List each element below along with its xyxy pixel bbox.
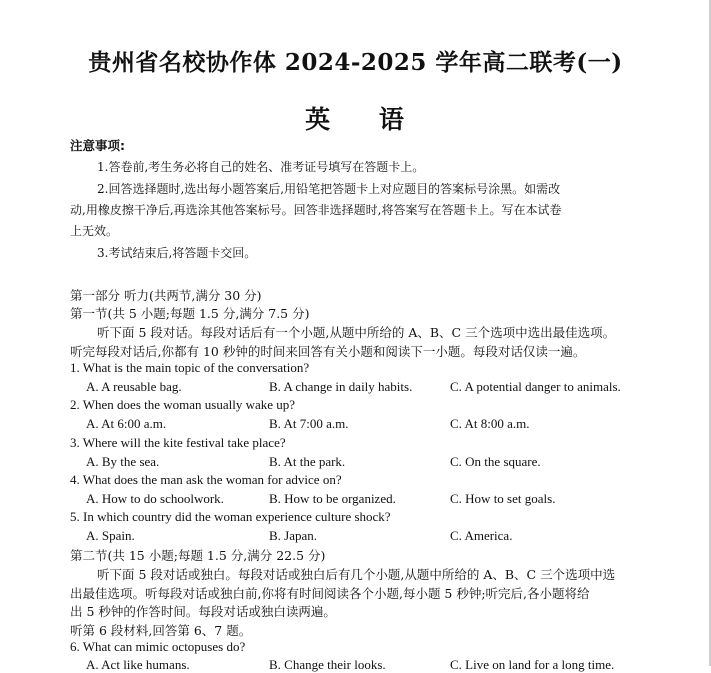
part1-heading: 第一部分 听力(共两节,满分 30 分)	[70, 288, 262, 303]
option-b: B. At the park.	[269, 454, 346, 469]
notice-item: 上无效。	[70, 224, 119, 238]
subject-title: 英 语	[305, 105, 424, 134]
option-c: C. On the square.	[450, 454, 541, 469]
question-6: 6. What can mimic octopuses do?	[70, 639, 246, 654]
option-b: B. Change their looks.	[269, 657, 386, 672]
notice-item: 3.考试结束后,将答题卡交回。	[97, 246, 257, 260]
notice-heading: 注意事项:	[70, 138, 125, 153]
option-b: B. At 7:00 a.m.	[269, 416, 349, 431]
material-note: 听第 6 段材料,回答第 6、7 题。	[70, 623, 252, 638]
option-c: C. America.	[450, 528, 513, 543]
section1-instruction: 听下面 5 段对话。每段对话后有一个小题,从题中所给的 A、B、C 三个选项中选出最佳选项。	[97, 325, 616, 340]
question-2: 2. When does the woman usually wake up?	[70, 397, 296, 412]
option-a: A. A reusable bag.	[86, 379, 182, 394]
exam-title: 贵州省名校协作体 2024-2025 学年高二联考(一)	[88, 49, 623, 76]
section2-heading: 第二节(共 15 小题;每题 1.5 分,满分 22.5 分)	[70, 548, 326, 563]
section2-instruction: 出 5 秒钟的作答时间。每段对话或独白读两遍。	[70, 604, 336, 619]
section1-instruction: 听完每段对话后,你都有 10 秒钟的时间来回答有关小题和阅读下一小题。每段对话仅读一遍。	[70, 344, 586, 359]
option-a: A. Act like humans.	[86, 657, 190, 672]
option-b: B. Japan.	[269, 528, 318, 543]
section1-heading: 第一节(共 5 小题;每题 1.5 分,满分 7.5 分)	[70, 306, 310, 321]
notice-item: 动,用橡皮擦干净后,再选涂其他答案标号。回答非选择题时,将答案写在答题卡上。写在本试卷	[70, 203, 562, 217]
option-c: C. A potential danger to animals.	[450, 379, 621, 394]
option-c: C. How to set goals.	[450, 491, 556, 506]
question-4: 4. What does the man ask the woman for advice on?	[70, 472, 342, 487]
section2-instruction: 听下面 5 段对话或独白。每段对话或独白后有几个小题,从题中所给的 A、B、C 三个选项中选	[97, 567, 616, 582]
option-a: A. At 6:00 a.m.	[86, 416, 167, 431]
question-5: 5. In which country did the woman experience culture shock?	[70, 509, 391, 524]
notice-item: 2.回答选择题时,选出每小题答案后,用铅笔把答题卡上对应题目的答案标号涂黑。如需改	[97, 182, 561, 196]
option-c: C. Live on land for a long time.	[450, 657, 615, 672]
notice-item: 1.答卷前,考生务必将自己的姓名、准考证号填写在答题卡上。	[97, 160, 425, 174]
option-b: B. How to be organized.	[269, 491, 396, 506]
option-b: B. A change in daily habits.	[269, 379, 413, 394]
question-1: 1. What is the main topic of the conversation?	[70, 360, 310, 375]
option-a: A. How to do schoolwork.	[86, 491, 224, 506]
question-3: 3. Where will the kite festival take place?	[70, 435, 286, 450]
option-a: A. By the sea.	[86, 454, 160, 469]
section2-instruction: 出最佳选项。听每段对话或独白前,你将有时间阅读各个小题,每小题 5 秒钟;听完后,各小题将给	[70, 586, 590, 601]
option-a: A. Spain.	[86, 528, 135, 543]
option-c: C. At 8:00 a.m.	[450, 416, 530, 431]
